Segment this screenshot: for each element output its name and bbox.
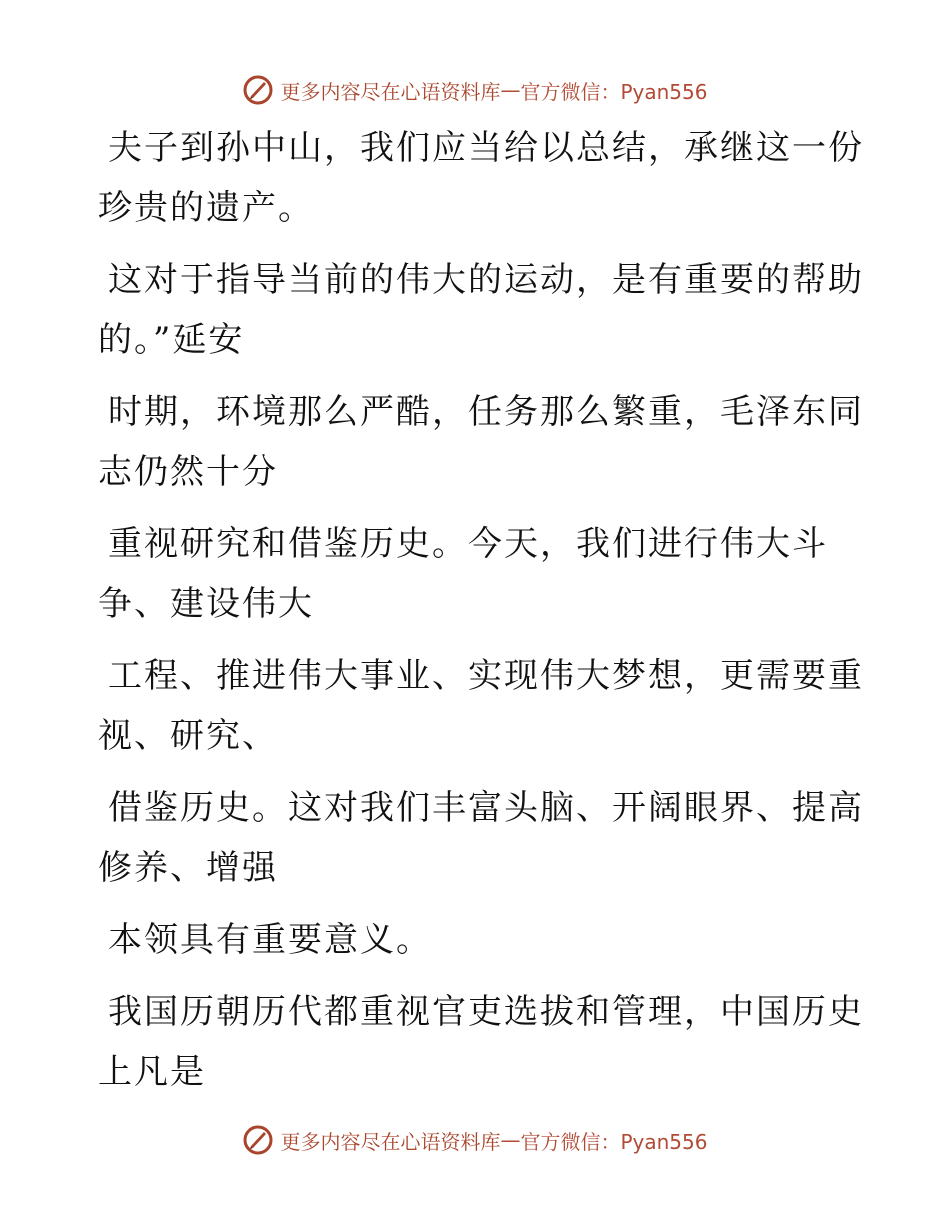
paragraph <box>98 514 838 634</box>
paragraph <box>98 982 864 1102</box>
paragraph-line: 视、研究、 <box>98 716 278 756</box>
quill-logo-icon <box>242 1124 274 1156</box>
paragraph <box>98 778 864 898</box>
document-body <box>98 118 864 1114</box>
paragraph-line: 上凡是 <box>98 1052 206 1092</box>
paragraph-line: 志仍然十分 <box>98 452 278 492</box>
banner-brand-text: 更多内容尽在心语资料库 <box>280 1129 501 1154</box>
banner-brand-text: 更多内容尽在心语资料库 <box>280 79 501 104</box>
paragraph-line: 夫子到孙中山，我们应当给以总结，承继这一份 <box>108 128 864 168</box>
paragraph-line: 工程、推进伟大事业、实现伟大梦想，更需要重 <box>108 656 864 696</box>
paragraph-line: 我国历朝历代都重视官吏选拔和管理，中国历史 <box>108 992 864 1032</box>
banner-dash: — <box>500 1128 521 1152</box>
paragraph-line: 时期，环境那么严酷，任务那么繁重，毛泽东同 <box>108 392 864 432</box>
header-watermark-banner <box>0 70 950 110</box>
paragraph-line: 争、建设伟大 <box>98 584 314 624</box>
paragraph-line: 修养、增强 <box>98 848 278 888</box>
paragraph-line: 本领具有重要意义。 <box>108 920 432 960</box>
banner-dash: — <box>500 78 521 102</box>
paragraph <box>98 646 864 766</box>
paragraph-line: 重视研究和借鉴历史。今天，我们进行伟大斗 <box>108 524 828 564</box>
paragraph <box>98 910 838 970</box>
paragraph <box>98 118 864 238</box>
banner-official-account: 官方微信：Pyan556 <box>520 79 708 104</box>
paragraph-line: 的。”延安 <box>98 320 245 360</box>
paragraph-line: 借鉴历史。这对我们丰富头脑、开阔眼界、提高 <box>108 788 864 828</box>
paragraph-line: 这对于指导当前的伟大的运动，是有重要的帮助 <box>108 260 864 300</box>
paragraph-line: 珍贵的遗产。 <box>98 188 314 228</box>
paragraph <box>98 382 864 502</box>
paragraph <box>98 250 864 370</box>
quill-logo-icon <box>242 74 274 106</box>
footer-watermark-banner <box>0 1120 950 1160</box>
banner-official-account: 官方微信：Pyan556 <box>520 1129 708 1154</box>
